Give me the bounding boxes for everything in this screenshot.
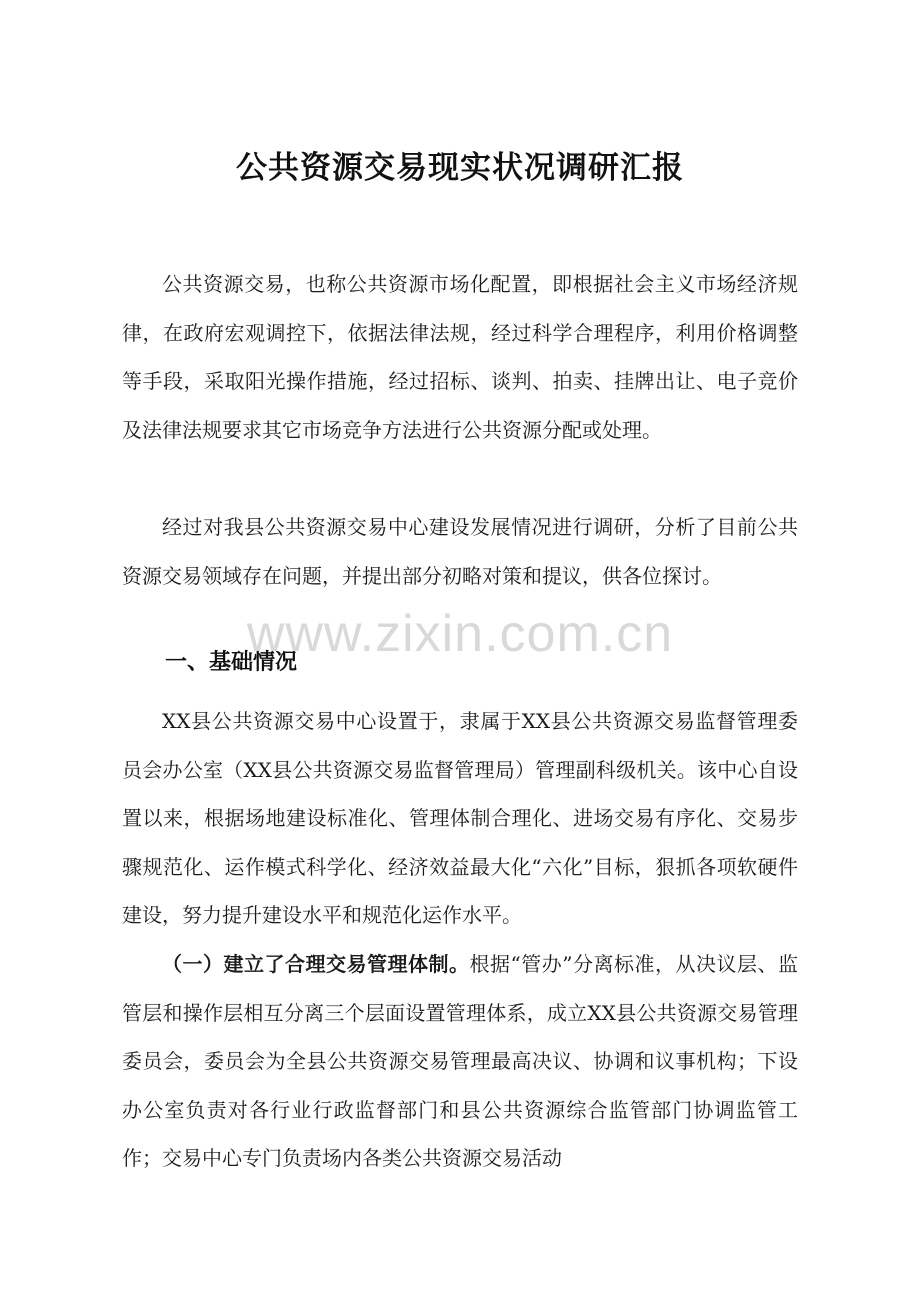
subsection-paragraph bbox=[122, 940, 798, 1183]
paragraph-text: 经过对我县公共资源交易中心建设发展情况进行调研，分析了目前公共资源交易领域存在问题，并提出部分初略对策和提议，供各位探讨。 bbox=[122, 515, 798, 588]
body-paragraph-1 bbox=[122, 260, 798, 454]
document-title: 公共资源交易现实状况调研汇报 bbox=[236, 150, 684, 186]
paragraph-text: 公共资源交易，也称公共资源市场化配置，即根据社会主义市场经济规律，在政府宏观调控下，依据法律法规，经过科学合理程序，利用价格调整等手段，采取阳光操作措施，经过招标、谈判、拍卖、挂牌出让、电子竞价及法律法规要求其它市场竞争方法进行公共资源分配或处理。 bbox=[122, 272, 798, 442]
body-paragraph-2 bbox=[122, 503, 798, 600]
subsection-lead: （一）建立了合理交易管理体制。 bbox=[162, 952, 470, 976]
subsection-body: 根据“管办”分离标准，从决议层、监管层和操作层相互分离三个层面设置管理体系，成立XX县公共资源交易管理委员会，委员会为全县公共资源交易管理最高决议、协调和议事机构；下设办公室负责对各行业行政监督部门和县公共资源综合监管部门协调监管工作；交易中心专门负责场内各类公共资源交易活动 bbox=[122, 952, 799, 1171]
paragraph-text: XX县公共资源交易中心设置于，隶属于XX县公共资源交易监督管理委员会办公室（XX县公共资源交易监督管理局）管理副科级机关。该中心自设置以来，根据场地建设标准化、管理体制合理化、进场交易有序化、交易步骤规范化、运作模式科学化、经济效益最大化“六化”目标，狠抓各项软硬件建设，努力提升建设水平和规范化运作水平。 bbox=[122, 709, 798, 928]
section-heading: 一、基础情况 bbox=[165, 650, 298, 675]
watermark: www.zixin.com.cn bbox=[246, 605, 674, 663]
body-paragraph-3 bbox=[122, 697, 798, 940]
subsection-text bbox=[122, 940, 798, 1183]
